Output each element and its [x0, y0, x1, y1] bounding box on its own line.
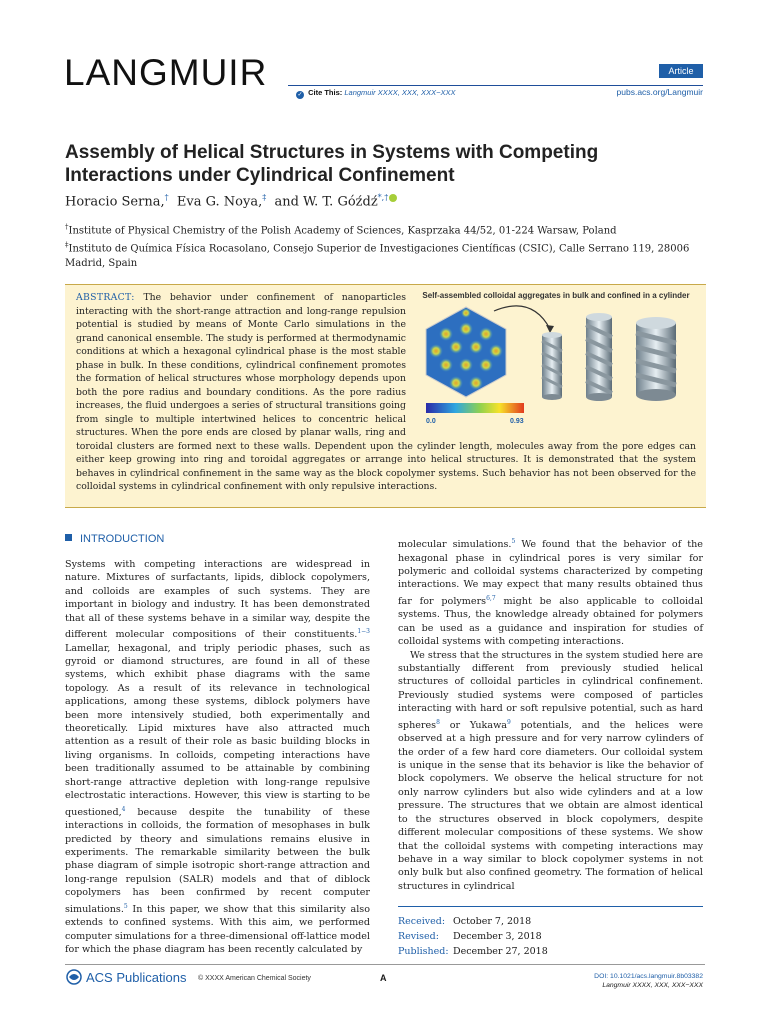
paragraph-text: We stress that the structures in the system studied here are substantially different from previously studied helical structures of colloidal particles in cylindrical confinement. Previously studied systems were composed of particles interacting with hard or soft repulsive potential, such as hard spheres — [398, 649, 703, 731]
citation-ref[interactable]: 6,7 — [486, 594, 496, 602]
footer-rule — [65, 964, 705, 965]
date-value: December 27, 2018 — [453, 946, 548, 957]
arrow-icon — [494, 306, 550, 329]
section-heading-text: INTRODUCTION — [80, 533, 165, 545]
citation-ref[interactable]: 9 — [507, 718, 511, 726]
copyright: © XXXX American Chemical Society — [198, 975, 311, 982]
paragraph-text: molecular simulations. — [398, 539, 512, 551]
article-type-badge: Article — [659, 64, 703, 78]
affiliation — [65, 220, 705, 238]
colorbar — [426, 403, 524, 413]
date-label: Received: — [398, 916, 446, 927]
date-revised — [398, 929, 548, 944]
colorbar-min-label: 0.0 — [426, 418, 436, 425]
abstract — [76, 291, 696, 494]
date-label: Revised: — [398, 931, 439, 942]
author-name[interactable]: and W. T. Góźdź — [274, 194, 378, 210]
affiliation-text: Institute of Physical Chemistry of the Polish Academy of Sciences, Kasprzaka 44/52, 01-224 Warsaw, Poland — [68, 225, 617, 237]
citation-ref[interactable]: 8 — [436, 718, 440, 726]
publisher-name: ACS Publications — [86, 970, 187, 985]
toc-figure — [414, 289, 698, 435]
date-received — [398, 914, 548, 929]
history-dates — [398, 914, 548, 959]
date-label: Published: — [398, 946, 449, 957]
acs-logo-icon — [65, 969, 83, 985]
doi-block — [594, 972, 703, 990]
toc-graphic — [414, 289, 698, 435]
affiliation — [65, 238, 705, 271]
affiliation-text: Instituto de Química Física Rocasolano, Consejo Superior de Investigaciones Científicas (CSIC), Calle Serrano 119, 28006 Madrid, Spain — [65, 243, 690, 270]
author-mark: *,† — [377, 193, 389, 202]
left-column — [65, 558, 370, 956]
affiliation-mark: † — [65, 223, 69, 231]
cite-this[interactable] — [296, 88, 455, 99]
journal-site-link[interactable]: pubs.acs.org/Langmuir — [616, 87, 703, 97]
colorbar-max-label: 0.93 — [510, 418, 524, 425]
date-published — [398, 944, 548, 959]
cylinder-large — [636, 317, 676, 401]
section-heading-introduction — [65, 533, 164, 545]
article-title: Assembly of Helical Structures in Systems with Competing Interactions under Cylindrical Confinement — [65, 142, 599, 186]
date-value: October 7, 2018 — [453, 916, 532, 927]
abstract-body: The behavior under confinement of nanoparticles interacting with the short-range attraction and long-range repulsion potential is studied by means of Monte Carlo simulations in the grand canonical ensemble. The study is performed at thermodynamic conditions at which a hexagonal cylindrical phase is the most stable phase in bulk. In these conditions, cylindrical confinement promotes the formation of helical structures whose morphology depends upon both the pore radius and boundary conditions. As the pore radius increases, the fluid undergoes a series of structural transitions going from single to multiple intertwined helices to concentric helical structures. When the pore ends are closed by planar walls, ring and toroidal clusters are formed next to these walls. Dependent upon the cylinder length, molecules away from the pore edges can either keep growing into ring and toroidal aggregates or arrange into helical structures. It is demonstrated that the system behaves in cylindrical confinement in the same way as the block copolymer systems. Such behavior has not been observed for the colloidal systems in cylindrical confinement with only repulsive interactions. — [76, 292, 696, 492]
header-rule — [288, 85, 703, 86]
paragraph — [65, 558, 370, 956]
paragraph-text: We found that the behavior of the hexagonal phase in cylindrical pores is very similar for polymeric and colloidal systems characterized by competing interactions. We may expect that many results obtained thus far for polymers — [398, 539, 703, 607]
acs-publications-logo[interactable] — [65, 969, 186, 985]
bulk-hexagon — [426, 307, 506, 397]
citation-ref[interactable]: 5 — [511, 538, 516, 545]
right-column — [398, 535, 703, 893]
affiliation-mark: ‡ — [65, 241, 69, 249]
check-icon: ✓ — [297, 92, 303, 98]
abstract-heading: ABSTRACT: — [76, 292, 135, 303]
paragraph-text: In this paper, we show that this similarity also extends to confined systems. With this aim, we performed computer simulations for a three-dimensional off-lattice model for which the phase diagram has been recently calculated by — [65, 903, 370, 955]
author-mark: † — [164, 193, 169, 202]
page-number: A — [380, 973, 387, 983]
orcid-icon[interactable] — [389, 194, 397, 202]
author-name[interactable]: Eva G. Noya, — [176, 194, 263, 210]
paragraph-text: Lamellar, hexagonal, and triply periodic phases, such as gyroid or diamond structures, are found in all of these systems, which exhibit phase diagrams with the same topology. As a result of its relevance in technological applications, among these systems, diblock polymers have been more intensively studied, both experimentally and theoretically. Lipid mixtures have also attracted much attention as a result of their role as basic building blocks in living organisms. In colloids, competing interactions have been traditionally assumed to be attainable by combining short-range attractive depletion with long-range repulsive electrostatic interactions. However, this view is starting to be questioned, — [65, 642, 370, 818]
author-name[interactable]: Horacio Serna, — [65, 194, 165, 210]
doi-link[interactable]: DOI: 10.1021/acs.langmuir.8b03382 — [594, 973, 703, 980]
date-value: December 3, 2018 — [453, 931, 542, 942]
footer-citation: Langmuir XXXX, XXX, XXX−XXX — [602, 982, 703, 989]
author-list — [65, 193, 397, 209]
cylinder-small — [542, 332, 562, 400]
paragraph-text: potentials, and the helices were observed at a high pressure and for very narrow cylinders of the order of a few hard core diameters. Our colloidal system is unique in the sense that its behavior is like the behavior of block copolymers. We observe the helical structure for not only narrow cylinders but also wide cylinders and at a low pressure. The structures that we obtain are almost identical to the structures observed in block copolymers, despite different molecular compositions of these systems. We show that the colloidal systems with competing interactions may behave in a way similar to block copolymer systems in not only bulk but also confined geometry. The formation of helical structures in cylindrical — [398, 719, 703, 892]
paragraph — [398, 535, 703, 649]
citation-ref[interactable]: 1−3 — [357, 628, 370, 636]
cylinder-medium — [586, 313, 612, 401]
paragraph-text: because despite the tunability of these interactions in colloids, the formation of mesophases in bulk predicted by theory and simulations remains elusive in experiments. The remarkable similarity between the bulk phase diagram of simple isotropic short-range attraction and long-range repulsion (SALR) models and that of diblock copolymers has been confirmed by recent computer simulations. — [65, 806, 370, 915]
square-bullet-icon — [65, 534, 72, 541]
cite-prefix: Cite This: — [308, 88, 343, 97]
paragraph — [398, 649, 703, 894]
journal-name: LANGMUIR — [64, 52, 268, 93]
paragraph-text: Systems with competing interactions are widespread in nature. Mixtures of surfactants, lipids, diblock copolymers, and colloids are examples of such systems. They are important in biology and industry. It has been demonstrated that all of these systems behave in a similar way, despite the different molecular compositions of their constituents. — [65, 559, 370, 641]
paragraph-text: might be also applicable to colloidal systems. Thus, the knowledge already obtained for polymers can be used as a guidance and inspiration for studies of colloidal systems with competing interactions. — [398, 596, 703, 648]
cite-reference[interactable]: Langmuir XXXX, XXX, XXX−XXX — [344, 88, 456, 97]
paragraph-text: or Yukawa — [439, 719, 508, 731]
author-mark: ‡ — [262, 193, 267, 202]
citation-ref[interactable]: 4 — [121, 805, 126, 813]
toc-caption: Self-assembled colloidal aggregates in bulk and confined in a cylinder — [422, 291, 690, 300]
dates-rule — [398, 906, 703, 907]
citation-ref[interactable]: 5 — [123, 902, 128, 910]
